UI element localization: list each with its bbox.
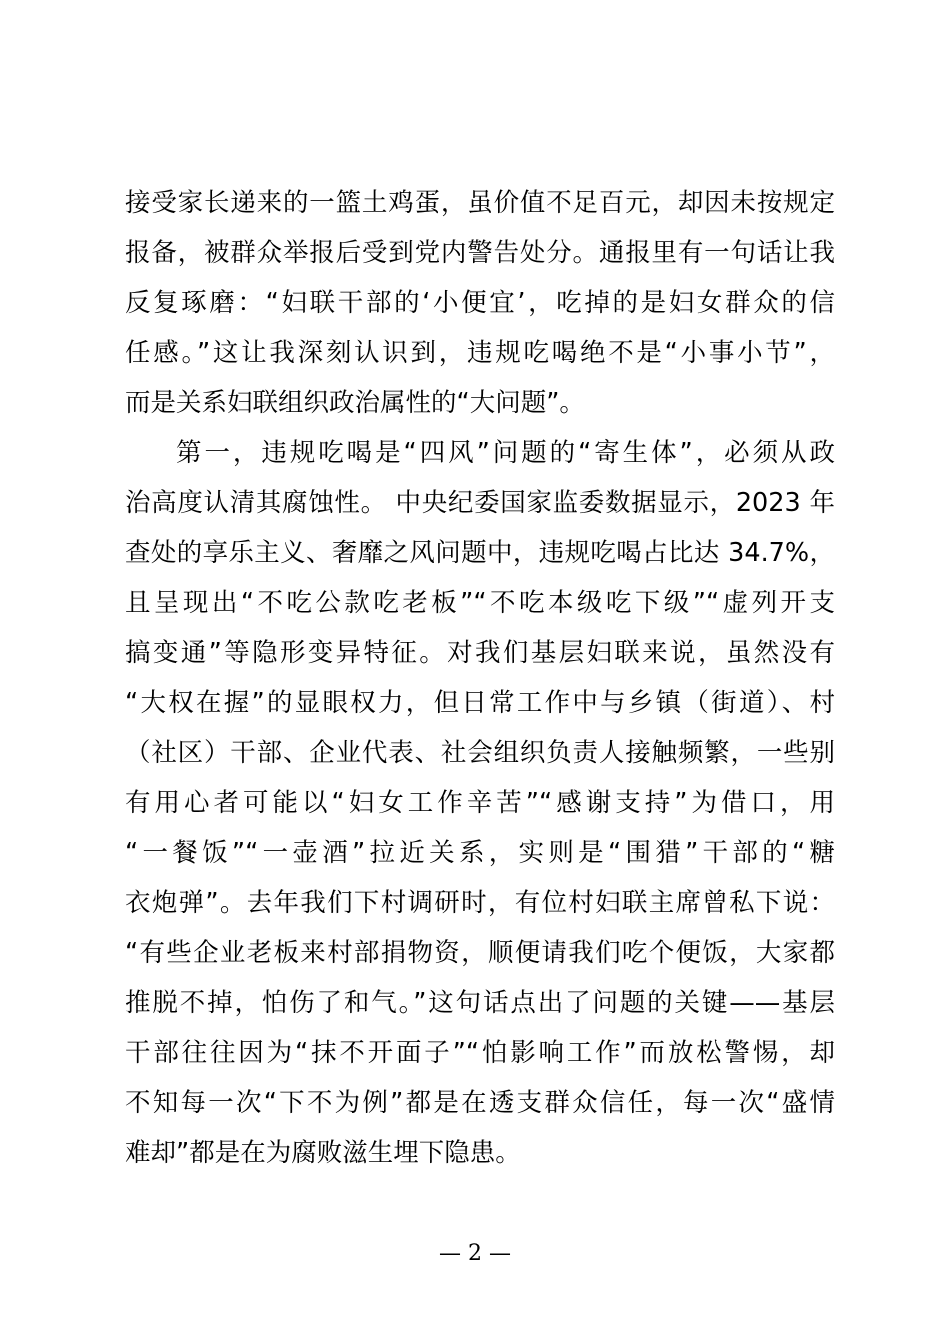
text-line: 推脱不掉，怕伤了和气。”这句话点出了问题的关键——基层 (125, 988, 835, 1018)
text-line: 查处的享乐主义、奢靡之风问题中，违规吃喝占比达 34.7%， (125, 538, 835, 568)
text-line: 且呈现出“不吃公款吃老板”“不吃本级吃下级”“虚列开支 (125, 588, 835, 618)
text-line: 任感。”这让我深刻认识到，违规吃喝绝不是“小事小节”， (125, 338, 835, 368)
text-line: 搞变通”等隐形变异特征。对我们基层妇联来说，虽然没有 (125, 638, 835, 668)
page-number: — 2 — (439, 1241, 511, 1266)
text-line: “大权在握”的显眼权力，但日常工作中与乡镇（街道）、村 (125, 688, 835, 718)
text-line: 衣炮弹”。去年我们下村调研时，有位村妇联主席曾私下说： (125, 888, 835, 918)
text-line: 而是关系妇联组织政治属性的“大问题”。 (125, 388, 585, 418)
body-text (125, 178, 835, 1178)
text-line: 接受家长递来的一篮土鸡蛋，虽价值不足百元，却因未按规定 (125, 188, 835, 218)
text-line: 不知每一次“下不为例”都是在透支群众信任，每一次“盛情 (125, 1088, 835, 1118)
text-line: “一餐饭”“一壶酒”拉近关系，实则是“围猎”干部的“糖 (125, 838, 835, 868)
text-line: 有用心者可能以“妇女工作辛苦”“感谢支持”为借口，用 (125, 788, 835, 818)
text-line: （社区）干部、企业代表、社会组织负责人接触频繁，一些别 (125, 738, 835, 768)
text-line: 反复琢磨：“妇联干部的‘小便宜’，吃掉的是妇女群众的信 (125, 288, 835, 318)
text-line: 难却”都是在为腐败滋生埋下隐患。 (125, 1138, 521, 1168)
text-line: 干部往往因为“抹不开面子”“怕影响工作”而放松警惕，却 (125, 1038, 835, 1068)
paragraph-first-line: 第一，违规吃喝是“四风”问题的“寄生体”，必须从政 (176, 438, 835, 468)
text-line: 报备，被群众举报后受到党内警告处分。通报里有一句话让我 (125, 238, 835, 268)
text-line: “有些企业老板来村部捐物资，顺便请我们吃个便饭，大家都 (125, 938, 835, 968)
text-line: 治高度认清其腐蚀性。 中央纪委国家监委数据显示，2023 年 (125, 488, 835, 518)
